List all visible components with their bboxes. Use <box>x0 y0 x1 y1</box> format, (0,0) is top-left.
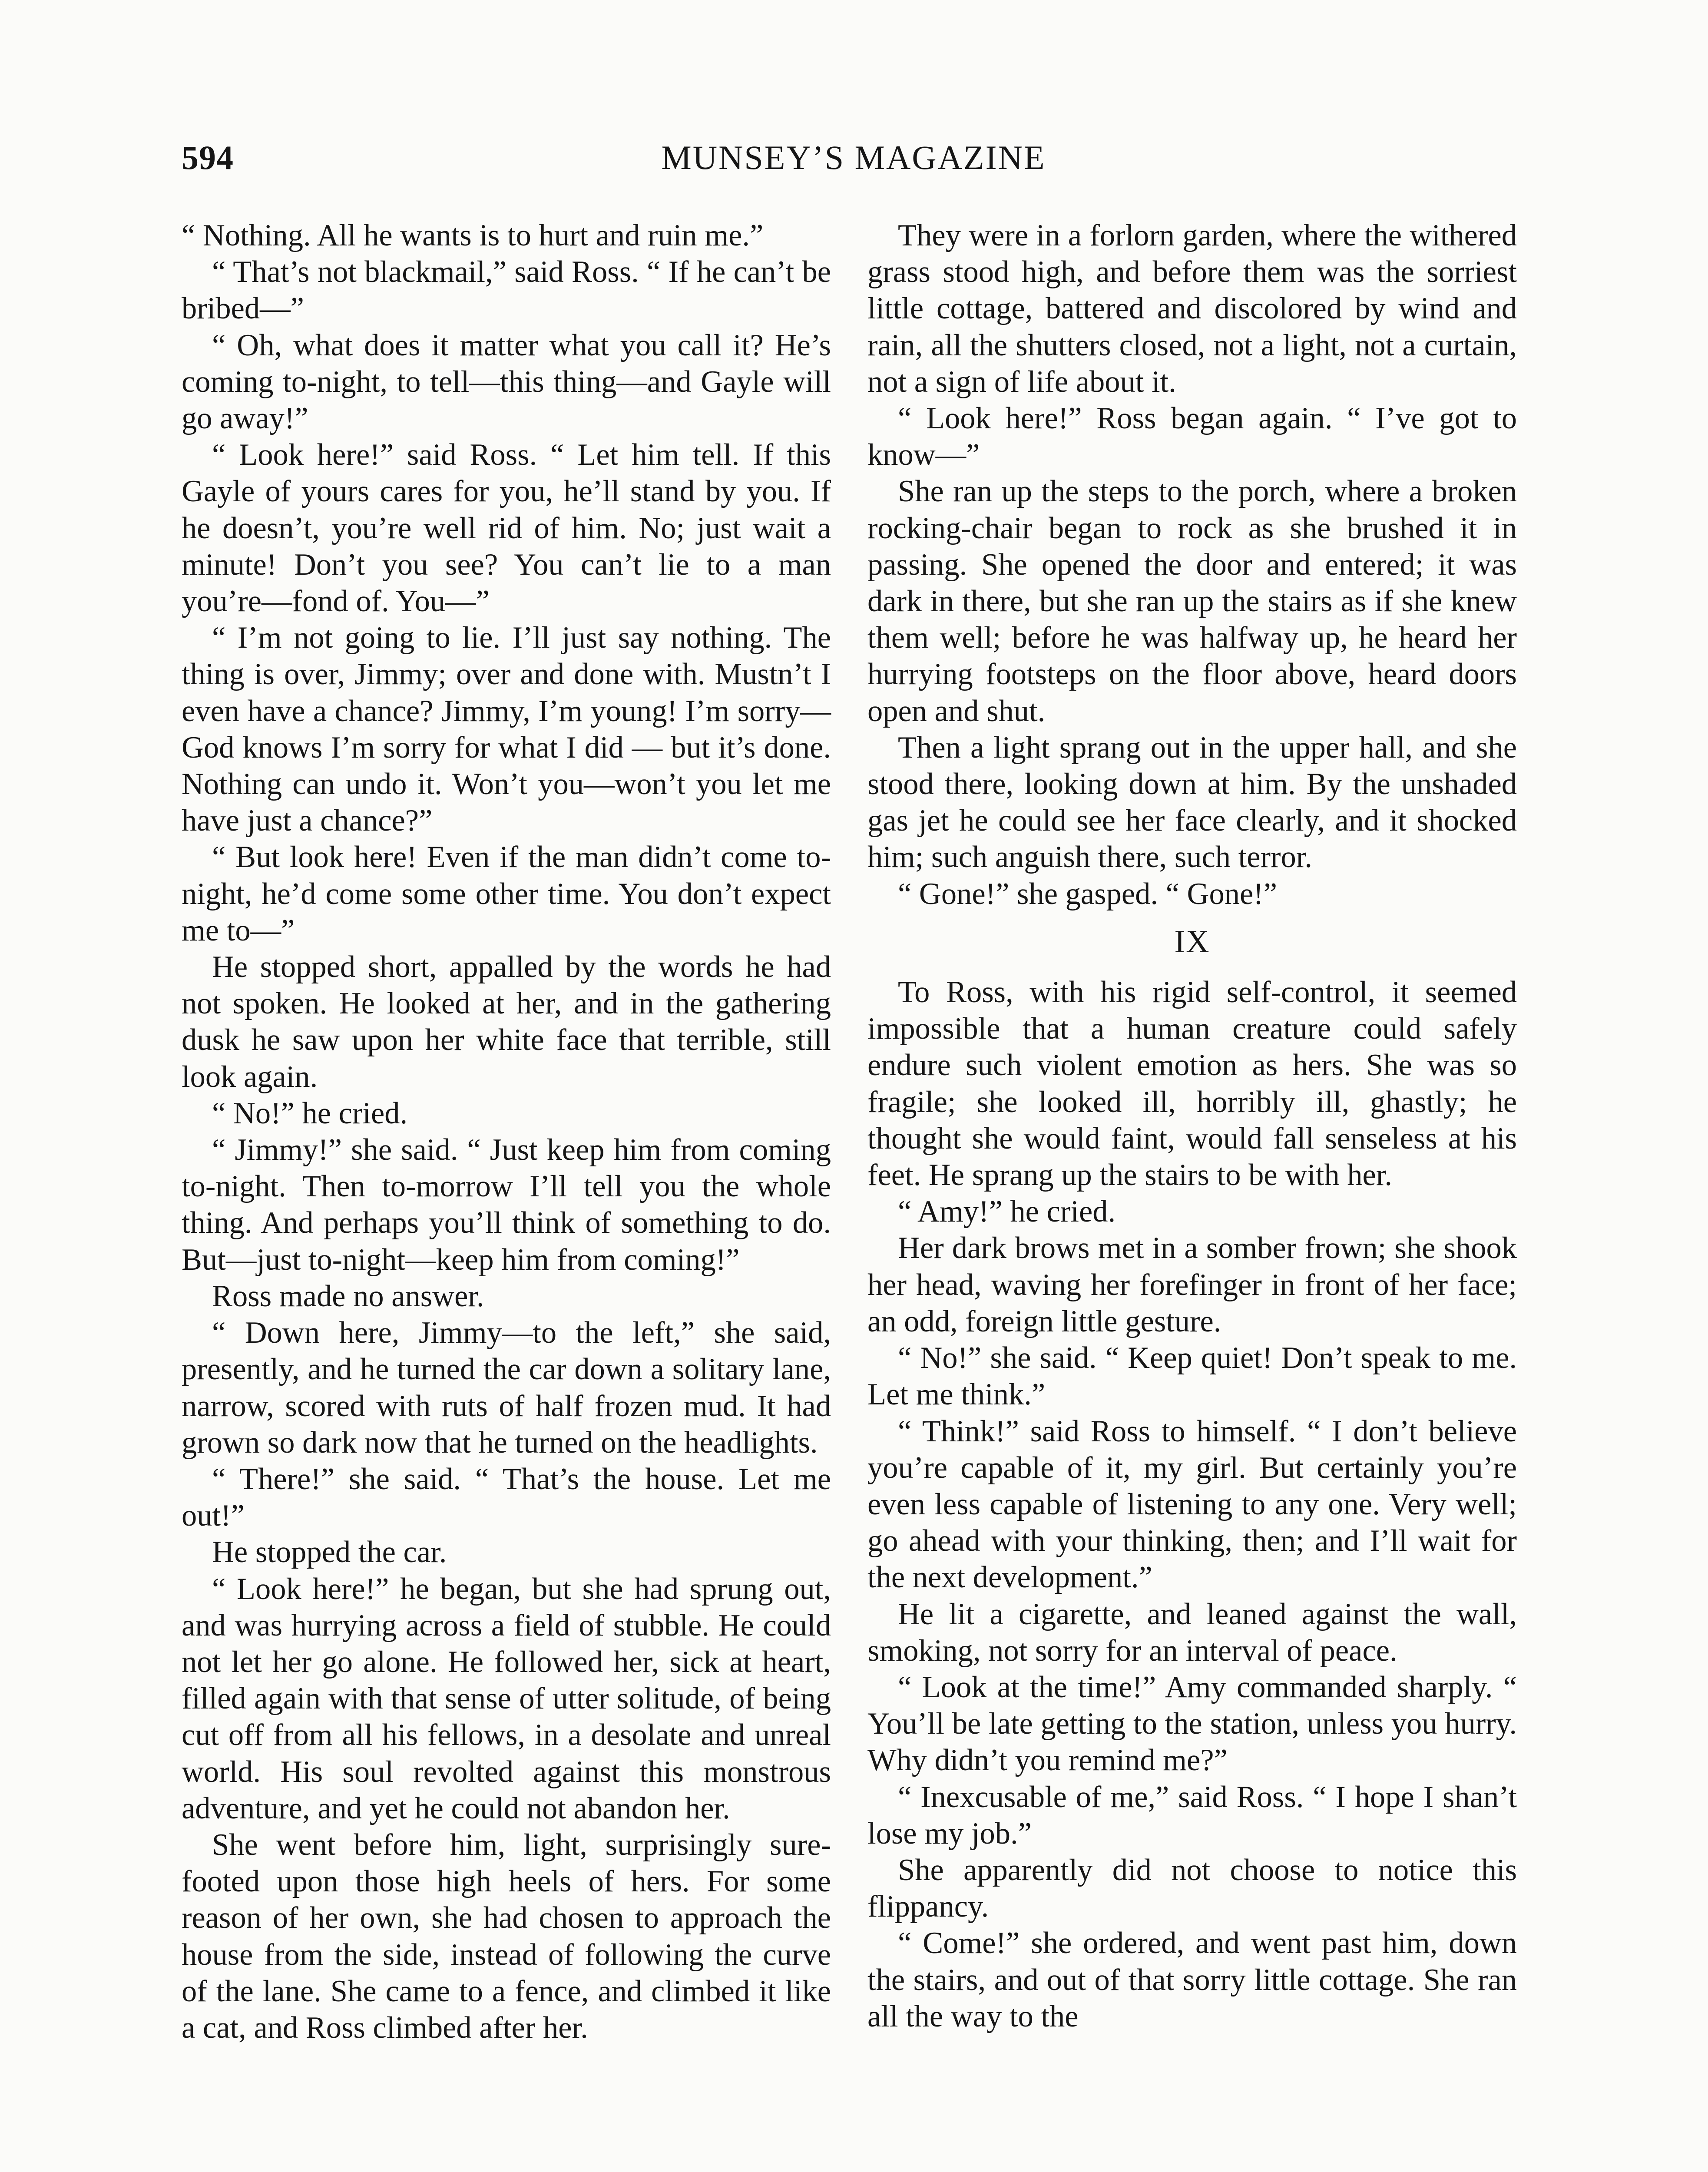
paragraph: “ I’m not going to lie. I’ll just say nothing. The thing is over, Jimmy; over and done with. Mustn’t I even have a chance? Jimmy, I’m young! I’m sorry—God knows I’m sorry for what I did — but it’s done. Nothing can undo it. Won’t you—won’t you let me have just a chance?” <box>182 621 831 838</box>
paragraph: He lit a cigarette, and leaned against the wall, smoking, not sorry for an interval of peace. <box>867 1597 1517 1668</box>
paragraph: To Ross, with his rigid self-control, it seemed impossible that a human creature could safely endure such violent emotion as hers. She was so fragile; she looked ill, horribly ill, ghastly; he thought she would faint, would fall senseless at his feet. He sprang up the stairs to be with her. <box>867 975 1517 1192</box>
paragraph: He stopped short, appalled by the words he had not spoken. He looked at her, and in the gathering dusk he saw upon her white face that terrible, still look again. <box>182 950 831 1094</box>
paragraph: She went before him, light, surprisingly sure-footed upon those high heels of hers. For some reason of her own, she had chosen to approach the house from the side, instead of following the curve of the lane. She came to a fence, and climbed it like a cat, and Ross climbed after her. <box>182 1828 831 2045</box>
paragraph: “ That’s not blackmail,” said Ross. “ If he can’t be bribed—” <box>182 255 831 326</box>
paragraph: Then a light sprang out in the upper hall, and she stood there, looking down at him. By the unshaded gas jet he could see her face clearly, and it shocked him; such anguish there, such terror. <box>867 730 1517 874</box>
paragraph: She apparently did not choose to notice this flippancy. <box>867 1853 1517 1924</box>
paragraph: “ Amy!” he cried. <box>898 1195 1116 1229</box>
right-column <box>867 217 1517 2035</box>
paragraph: Ross made no answer. <box>212 1279 484 1313</box>
paragraph: “ Think!” said Ross to himself. “ I don’t believe you’re capable of it, my girl. But certainly you’re even less capable of listening to any one. Very well; go ahead with your thinking, then; and I’ll wait for the next development.” <box>867 1414 1517 1595</box>
paragraph: “ Look at the time!” Amy commanded sharply. “ You’ll be late getting to the station, unless you hurry. Why didn’t you remind me?” <box>867 1670 1517 1778</box>
paragraph: Her dark brows met in a somber frown; she shook her head, waving her forefinger in front of her face; an odd, foreign little gesture. <box>867 1231 1517 1338</box>
page-number: 594 <box>182 139 234 176</box>
paragraph: “ Oh, what does it matter what you call it? He’s coming to-night, to tell—this thing—and Gayle will go away!” <box>182 328 831 436</box>
paragraph: “ No!” he cried. <box>212 1096 408 1130</box>
paragraph: “ Gone!” she gasped. “ Gone!” <box>898 877 1278 911</box>
paragraph: “ Look here!” said Ross. “ Let him tell. If this Gayle of yours cares for you, he’ll stand by you. If he doesn’t, you’re well rid of him. No; just wait a minute! Don’t you see? You can’t lie to a man you’re—fond of. You—” <box>182 438 831 619</box>
section-numeral: IX <box>1174 924 1210 960</box>
paragraph: “ Down here, Jimmy—to the left,” she said, presently, and he turned the car down a solitary lane, narrow, scored with ruts of half frozen mud. It had grown so dark now that he turned on the headlights. <box>182 1316 831 1460</box>
paragraph: “ Look here!” he began, but she had sprung out, and was hurrying across a field of stubble. He could not let her go alone. He followed her, sick at heart, filled again with that sense of utter solitude, of being cut off from all his fellows, in a desolate and unreal world. His soul revolted against this monstrous adventure, and yet he could not abandon her. <box>182 1572 831 1825</box>
paragraph: “ There!” she said. “ That’s the house. Let me out!” <box>182 1462 831 1533</box>
paragraph: He stopped the car. <box>212 1535 447 1569</box>
paragraph: “ Inexcusable of me,” said Ross. “ I hope I shan’t lose my job.” <box>867 1780 1517 1851</box>
paragraph: “ Look here!” Ross began again. “ I’ve got to know—” <box>867 401 1517 472</box>
paragraph: They were in a forlorn garden, where the withered grass stood high, and before them was the sorriest little cottage, battered and discolored by wind and rain, all the shutters closed, not a light, not a curtain, not a sign of life about it. <box>867 219 1517 399</box>
running-head: MUNSEY’S MAGAZINE <box>661 139 1046 176</box>
paragraph: “ Jimmy!” she said. “ Just keep him from coming to-night. Then to-morrow I’ll tell you the whole thing. And perhaps you’ll think of something to do. But—just to-night—keep him from coming!” <box>182 1133 831 1277</box>
paragraph: “ But look here! Even if the man didn’t come to-night, he’d come some other time. You don’t expect me to—” <box>182 840 831 947</box>
page-header <box>182 138 1526 186</box>
left-column <box>182 217 831 2046</box>
paragraph: “ Nothing. All he wants is to hurt and ruin me.” <box>182 219 764 252</box>
paragraph: “ No!” she said. “ Keep quiet! Don’t speak to me. Let me think.” <box>867 1341 1517 1412</box>
paragraph: She ran up the steps to the porch, where a broken rocking-chair began to rock as she brushed it in passing. She opened the door and entered; it was dark in there, but she ran up the stairs as if she knew them well; before he was halfway up, he heard her hurrying footsteps on the floor above, heard doors open and shut. <box>867 474 1517 728</box>
paragraph: “ Come!” she ordered, and went past him, down the stairs, and out of that sorry little cottage. She ran all the way to the <box>867 1926 1517 2033</box>
